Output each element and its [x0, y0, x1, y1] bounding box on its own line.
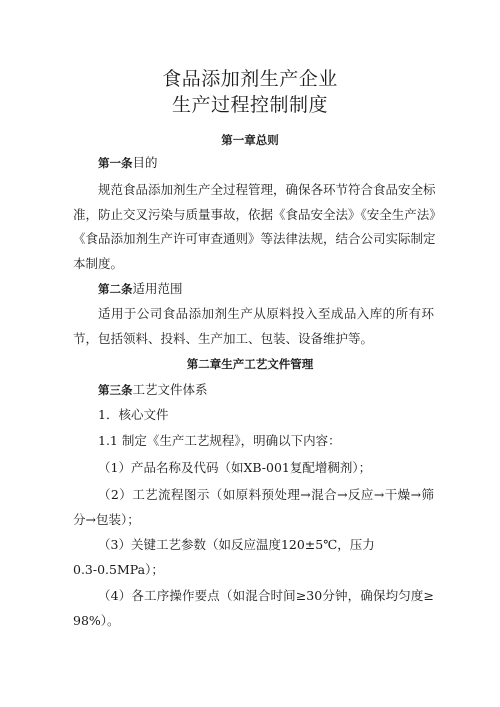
document-title-line2: 生产过程控制制度 [171, 94, 328, 116]
article3-label: 第三条 [98, 383, 133, 397]
article1-heading [98, 153, 158, 171]
article2-line: 节，包括领料、投料、生产加工、包装、设备维护等。 [73, 331, 374, 346]
document-title-line1: 食品添加剂生产企业 [162, 68, 338, 90]
article3-heading [98, 380, 208, 398]
article1-line: 规范食品添加剂生产全过程管理，确保各环节符合食品安全标 [98, 182, 436, 197]
article1-line: 本制度。 [73, 256, 124, 271]
item-1-1: 1.1 制定《生产工艺规程》，明确以下内容： [98, 433, 341, 448]
article1-line: 《食品添加剂生产许可审查通则》等法律法规，结合公司实际制定 [73, 231, 436, 246]
chapter2-heading: 第二章生产工艺文件管理 [186, 357, 314, 371]
article2-title: 适用范围 [132, 281, 183, 296]
sub-item-2-line1: （2）工艺流程图示（如原料预处理→混合→反应→干燥→筛 [98, 487, 434, 502]
sub-item-3-line2: 0.3-0.5MPa）； [73, 562, 164, 577]
sub-item-2-line2: 分→包装）； [73, 512, 140, 527]
item-core-files: 1．核心文件 [98, 407, 169, 422]
article2-heading [98, 279, 183, 297]
chapter1-heading: 第一章总则 [221, 133, 279, 147]
sub-item-4-line2: 98%）。 [73, 613, 120, 628]
article1-line: 准，防止交叉污染与质量事故，依据《食品安全法》《安全生产法》 [73, 207, 442, 222]
sub-item-1: （1）产品名称及代码（如XB-001复配增稠剂）； [98, 460, 372, 475]
article2-label: 第二条 [98, 282, 133, 296]
article1-label: 第一条 [98, 156, 133, 170]
article3-title: 工艺文件体系 [132, 382, 208, 397]
sub-item-3-line1: （3）关键工艺参数（如反应温度120±5℃，压力 [98, 537, 375, 552]
article2-line: 适用于公司食品添加剂生产从原料投入至成品入库的所有环 [98, 306, 434, 321]
sub-item-4-line1: （4）各工序操作要点（如混合时间≥30分钟，确保均匀度≥ [98, 588, 434, 603]
article1-title: 目的 [132, 155, 158, 170]
